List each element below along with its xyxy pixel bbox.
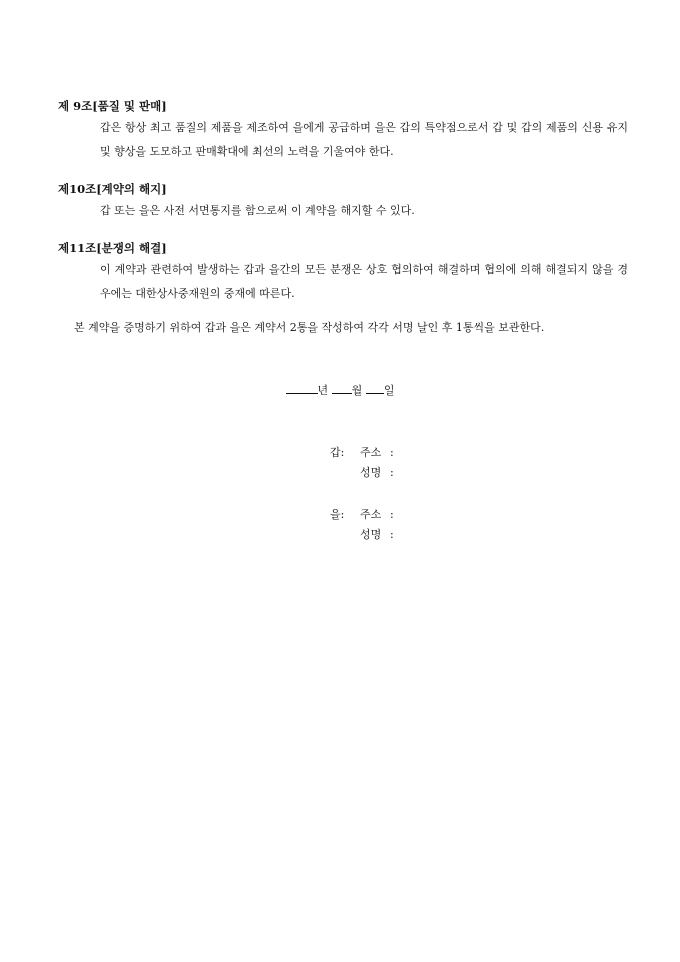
colon: : [390,446,394,459]
article-9 [58,98,628,164]
party-b-signature-row [330,525,530,545]
signature-label: 성명 [360,466,382,479]
article-title: 제 9조[품질 및 판매] [58,99,167,113]
article-body: 갑은 항상 최고 품질의 제품을 제조하여 을에게 공급하며 을은 갑의 특약점으로서 갑 및 갑의 제품의 신용 유지 및 향상을 도모하고 판매확대에 최선의 노력을 기울여야 한다. [100,121,628,158]
address-label: 주소 [360,508,382,521]
party-a-name: 갑: [330,446,345,459]
article-11 [58,240,628,306]
party-a-block [330,443,530,483]
colon: : [390,528,394,541]
date-line [0,380,680,401]
year-label: 년 [317,384,329,397]
article-10 [58,181,628,223]
party-b-name: 을: [330,508,345,521]
month-label: 월 [351,384,363,397]
spacer [330,463,360,483]
party-b-address-row [330,505,530,525]
day-label: 일 [383,384,395,397]
spacer [330,525,360,545]
address-label: 주소 [360,446,382,459]
colon: : [390,508,394,521]
closing-statement: 본 계약을 증명하기 위하여 갑과 을은 계약서 2통을 작성하여 각각 서명 날인 후 1통씩을 보관한다. [74,321,545,334]
article-body: 이 계약과 관련하여 발생하는 갑과 을간의 모든 분쟁은 상호 협의하여 해결하며 협의에 의해 해결되지 않을 경우에는 대한상사중재원의 중재에 따른다. [100,263,628,300]
year-blank [286,380,318,394]
colon: : [390,466,394,479]
day-blank [366,380,384,394]
party-b-block [330,505,530,545]
party-a-address-row [330,443,530,463]
article-body: 갑 또는 을은 사전 서면통지를 함으로써 이 계약을 해지할 수 있다. [100,204,415,217]
article-title: 제11조[분쟁의 해결] [58,241,167,255]
article-title: 제10조[계약의 해지] [58,182,167,196]
party-a-signature-row [330,463,530,483]
signature-label: 성명 [360,528,382,541]
month-blank [332,380,352,394]
